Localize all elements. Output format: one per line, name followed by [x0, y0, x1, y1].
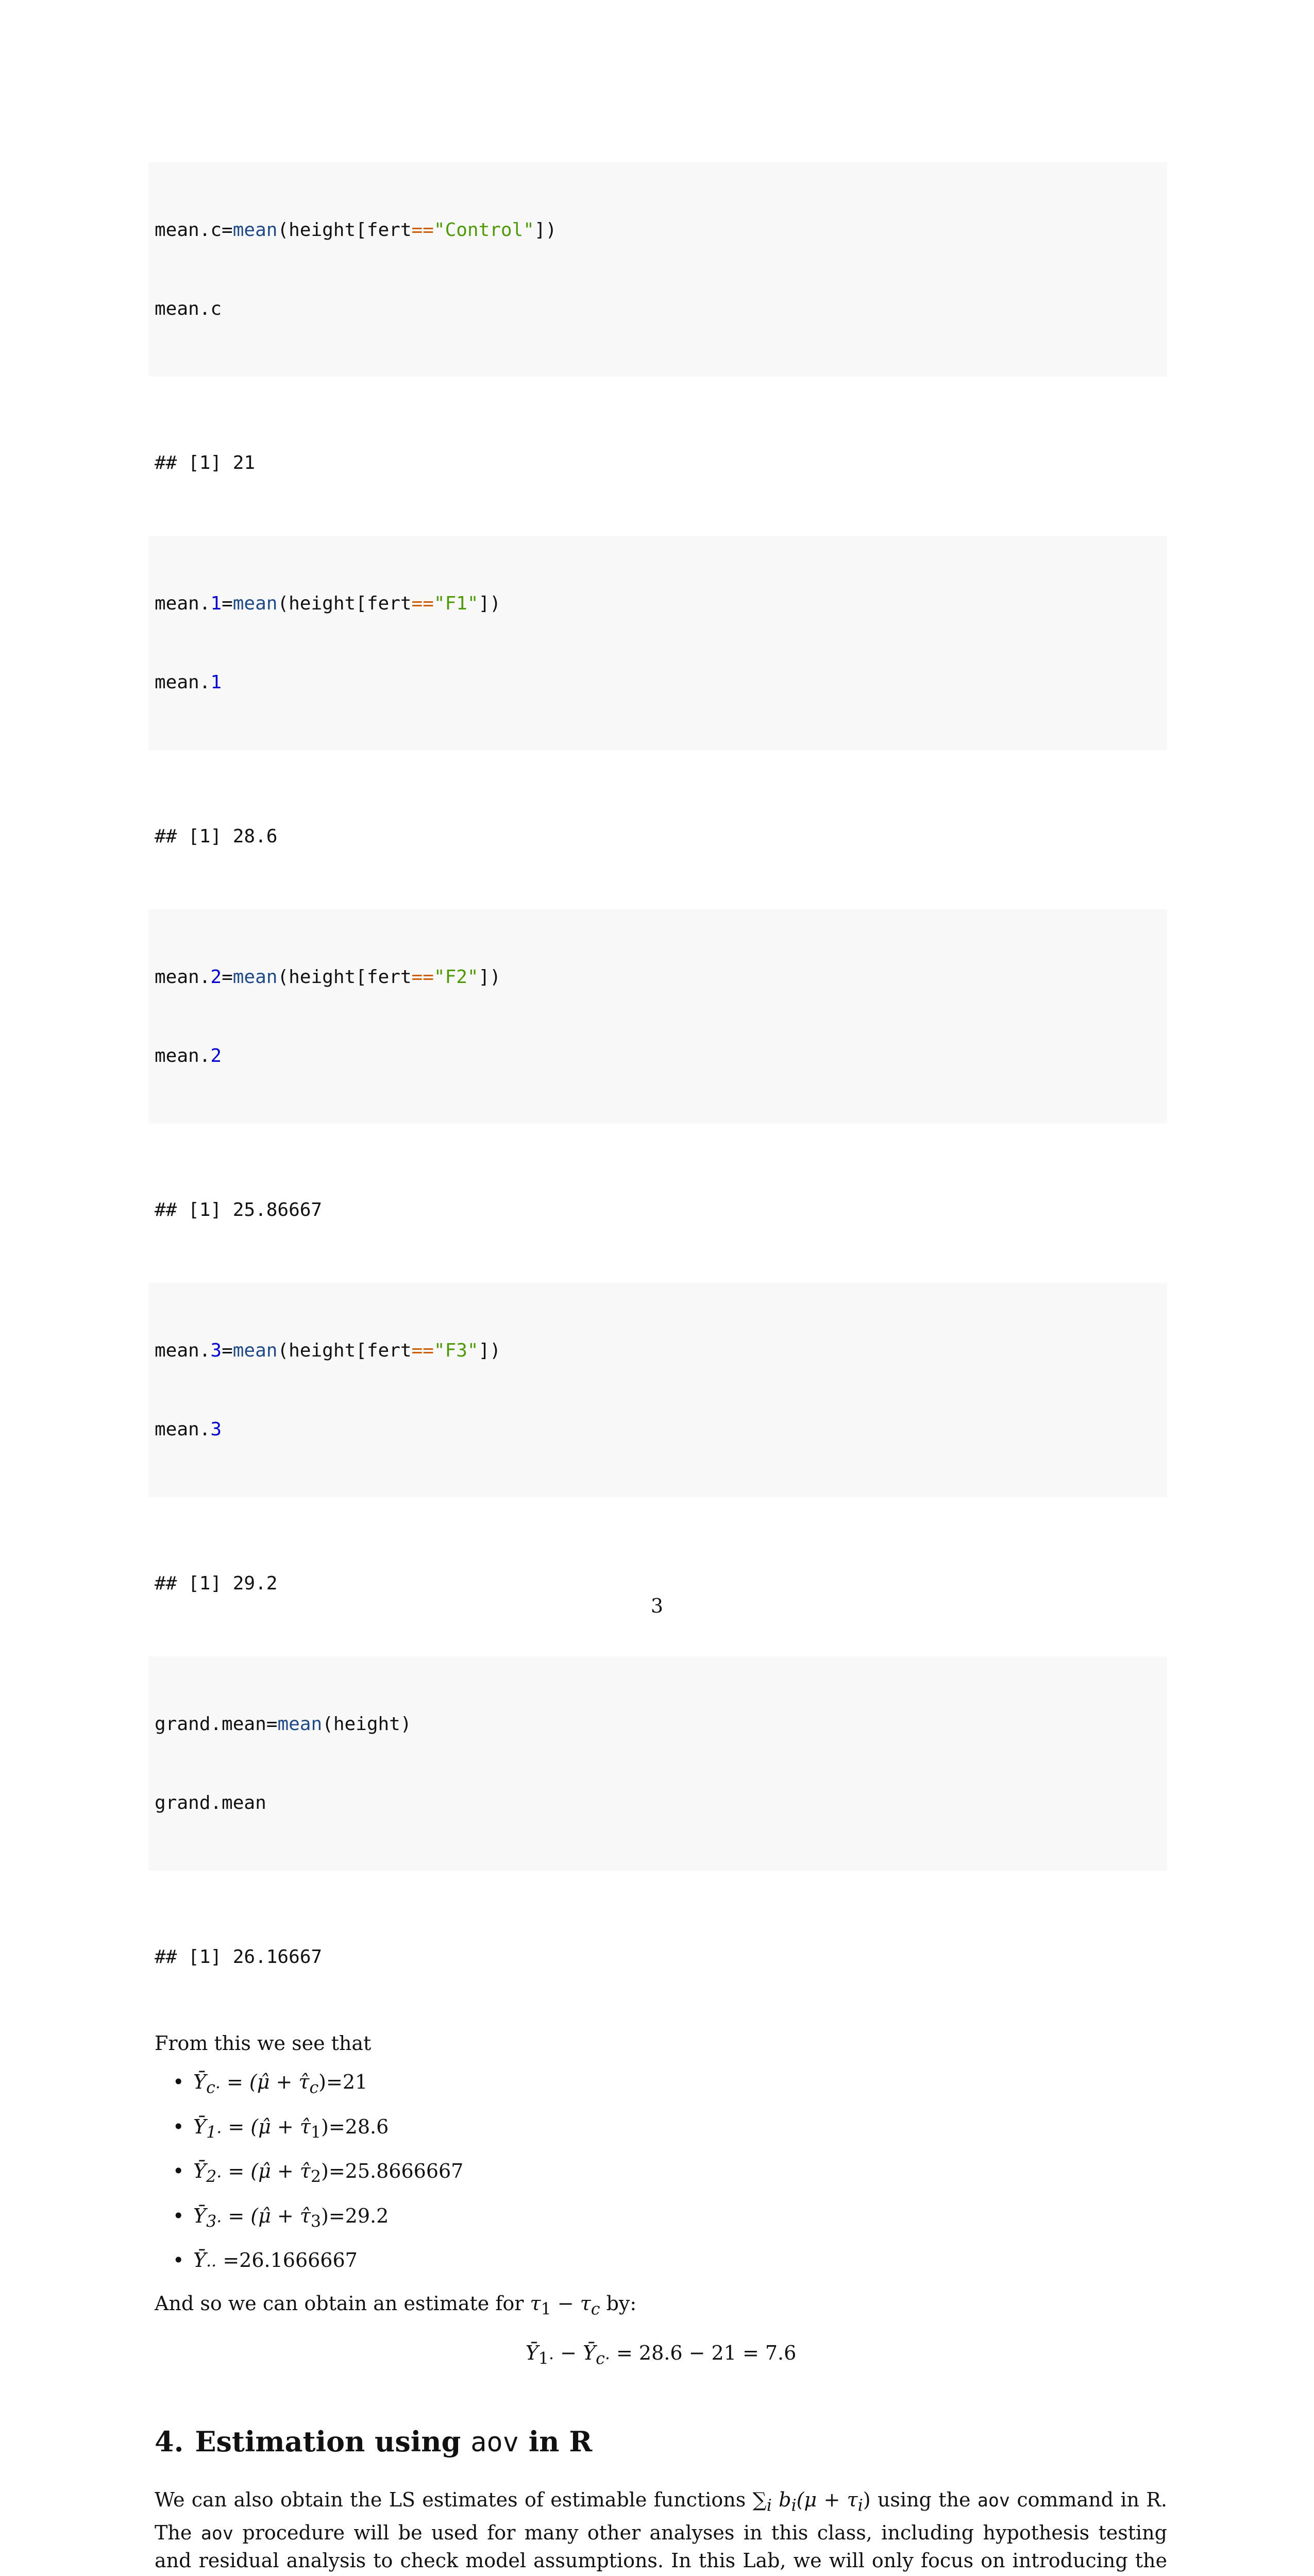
math-subscript: 2· [206, 2168, 222, 2187]
code-line [155, 1711, 1167, 1737]
inline-code: aov [201, 2523, 233, 2544]
math-value: =29.2 [329, 2205, 389, 2227]
math-symbol: b [772, 2488, 791, 2511]
math-expression: = 28.6 − 21 = 7.6 [610, 2342, 796, 2364]
math-subscript: i [767, 2497, 772, 2515]
code-function: mean [277, 1714, 322, 1735]
math-expression: − τ [551, 2292, 591, 2315]
math-subscript: 3· [206, 2212, 222, 2231]
code-operator: == [412, 1340, 434, 1361]
output-mean-1 [155, 771, 1167, 902]
code-token: mean. [155, 967, 210, 988]
code-line: mean.c [155, 296, 1167, 322]
code-number: 3 [210, 1419, 222, 1440]
text-run: command in R. The [155, 2488, 1167, 2544]
math-expression: = (μ̂ + τ̂ [222, 2205, 311, 2227]
list-item [193, 2241, 1167, 2286]
list-item [193, 2152, 1167, 2197]
text-run: And so we can obtain an estimate for [155, 2292, 530, 2315]
math-subscript: 1 [311, 2123, 321, 2142]
math-symbol: ∑ [753, 2488, 767, 2511]
math-subscript: c [591, 2300, 600, 2319]
math-expression: = (μ̂ + τ̂ [221, 2071, 310, 2093]
code-line [155, 590, 1167, 617]
code-string: "F2" [434, 967, 479, 988]
inline-code: aov [978, 2490, 1010, 2511]
code-function: mean [233, 1340, 278, 1361]
math-expression: ) [318, 2071, 326, 2093]
code-token: mean. [155, 672, 210, 693]
code-line [155, 669, 1167, 696]
output-mean-3 [155, 1518, 1167, 1649]
code-token: = [266, 1714, 278, 1735]
math-subscript: i [791, 2497, 796, 2515]
code-function: mean [233, 219, 278, 241]
paragraph-and-so [155, 2290, 1167, 2323]
math-subscript: c· [596, 2349, 610, 2368]
code-token: mean. [155, 1419, 210, 1440]
code-number: 2 [210, 1045, 222, 1066]
math-subscript: i [858, 2497, 863, 2515]
section-title-text: Estimation using [195, 2425, 470, 2458]
math-value: =25.8666667 [329, 2160, 464, 2182]
math-expression: ) [321, 2205, 329, 2227]
code-token: mean. [155, 593, 210, 614]
math-value: =28.6 [329, 2115, 389, 2138]
code-chunk-mean-2 [148, 909, 1167, 1124]
page-number: 3 [0, 1595, 1314, 1617]
code-chunk-mean-control [148, 162, 1167, 377]
list-item [193, 2063, 1167, 2108]
section-number: 4. [155, 2425, 183, 2458]
code-line [155, 1416, 1167, 1443]
code-number: 3 [210, 1340, 222, 1361]
math-expression: ) [321, 2115, 329, 2138]
math-symbol: Ȳ [193, 2249, 206, 2272]
math-value: =21 [326, 2071, 367, 2093]
code-chunk-mean-1 [148, 536, 1167, 750]
means-list [155, 2063, 1167, 2286]
math-symbol: Ȳ [526, 2342, 538, 2364]
math-expression: ) [863, 2488, 871, 2511]
math-symbol: Ȳ [193, 2071, 206, 2093]
list-item [193, 2197, 1167, 2242]
math-subscript: 1 [541, 2300, 551, 2319]
code-token: mean.c [155, 219, 222, 241]
page-content [155, 162, 1167, 2576]
code-token: ]) [479, 593, 501, 614]
math-subscript: 1· [206, 2123, 222, 2142]
list-item [193, 2108, 1167, 2153]
math-symbol: Ȳ [193, 2115, 206, 2138]
output-line: ## [1] 29.2 [155, 1570, 1167, 1597]
math-expression: − Ȳ [554, 2342, 596, 2364]
output-grand-mean [155, 1891, 1167, 2023]
math-subscript: 3 [311, 2212, 321, 2231]
math-expression: = (μ̂ + τ̂ [222, 2115, 311, 2138]
code-token: (height[fert [277, 967, 411, 988]
code-number: 1 [210, 593, 222, 614]
code-operator: == [412, 593, 434, 614]
code-token: grand.mean [155, 1714, 266, 1735]
math-expression: ) [321, 2160, 329, 2182]
math-symbol: τ [530, 2292, 541, 2315]
math-symbol: Ȳ [193, 2160, 206, 2182]
section-title-text: in R [519, 2425, 592, 2458]
output-mean-control [155, 397, 1167, 529]
code-token: = [222, 219, 233, 241]
output-line: ## [1] 28.6 [155, 823, 1167, 850]
code-line [155, 1337, 1167, 1364]
code-token: ]) [534, 219, 557, 241]
code-string: "F1" [434, 593, 479, 614]
code-token: (height[fert [277, 593, 411, 614]
text-run: procedure will be used for many other analyses in this class, including hypothesis testing and residual analysis to check model assumptions. In this Lab, we will only focus on introducing the [155, 2521, 1167, 2576]
code-chunk-mean-3 [148, 1283, 1167, 1497]
code-chunk-grand-mean [148, 1656, 1167, 1871]
math-subscript: ·· [206, 2257, 216, 2276]
math-subscript: 2 [311, 2168, 321, 2187]
math-symbol: Ȳ [193, 2205, 206, 2227]
code-operator: == [412, 219, 434, 241]
code-token: ]) [479, 1340, 501, 1361]
code-string: "Control" [434, 219, 534, 241]
output-line: ## [1] 21 [155, 450, 1167, 476]
code-operator: == [412, 967, 434, 988]
code-number: 1 [210, 672, 222, 693]
output-line: ## [1] 25.86667 [155, 1197, 1167, 1223]
code-line: grand.mean [155, 1790, 1167, 1816]
code-token: = [222, 593, 233, 614]
code-function: mean [233, 967, 278, 988]
output-line: ## [1] 26.16667 [155, 1944, 1167, 1970]
code-number: 2 [210, 967, 222, 988]
math-expression: = (μ̂ + τ̂ [222, 2160, 311, 2182]
math-expression: (μ + τ [797, 2488, 858, 2511]
text-run: using the [871, 2488, 978, 2511]
output-mean-2 [155, 1144, 1167, 1276]
text-run: We can also obtain the LS estimates of estimable functions [155, 2488, 753, 2511]
code-line [155, 1043, 1167, 1069]
text-run: by: [600, 2292, 636, 2315]
paragraph-from-this: From this we see that [155, 2030, 1167, 2057]
math-subscript: c [309, 2079, 318, 2097]
code-line [155, 217, 1167, 243]
code-function: mean [233, 593, 278, 614]
code-token: ]) [479, 967, 501, 988]
display-equation [155, 2340, 1167, 2372]
code-token: mean. [155, 1045, 210, 1066]
code-token: (height[fert [277, 1340, 411, 1361]
code-token: (height) [322, 1714, 411, 1735]
code-token: = [222, 967, 233, 988]
section-title-code: aov [470, 2427, 519, 2458]
code-line [155, 964, 1167, 990]
code-string: "F3" [434, 1340, 479, 1361]
section-heading [155, 2424, 1167, 2461]
math-subscript: 1· [538, 2349, 554, 2368]
math-subscript: c· [206, 2079, 221, 2097]
code-token: mean. [155, 1340, 210, 1361]
math-value: =26.1666667 [216, 2249, 358, 2272]
paragraph-ls-estimates [155, 2486, 1167, 2576]
code-token: (height[fert [277, 219, 411, 241]
code-token: = [222, 1340, 233, 1361]
